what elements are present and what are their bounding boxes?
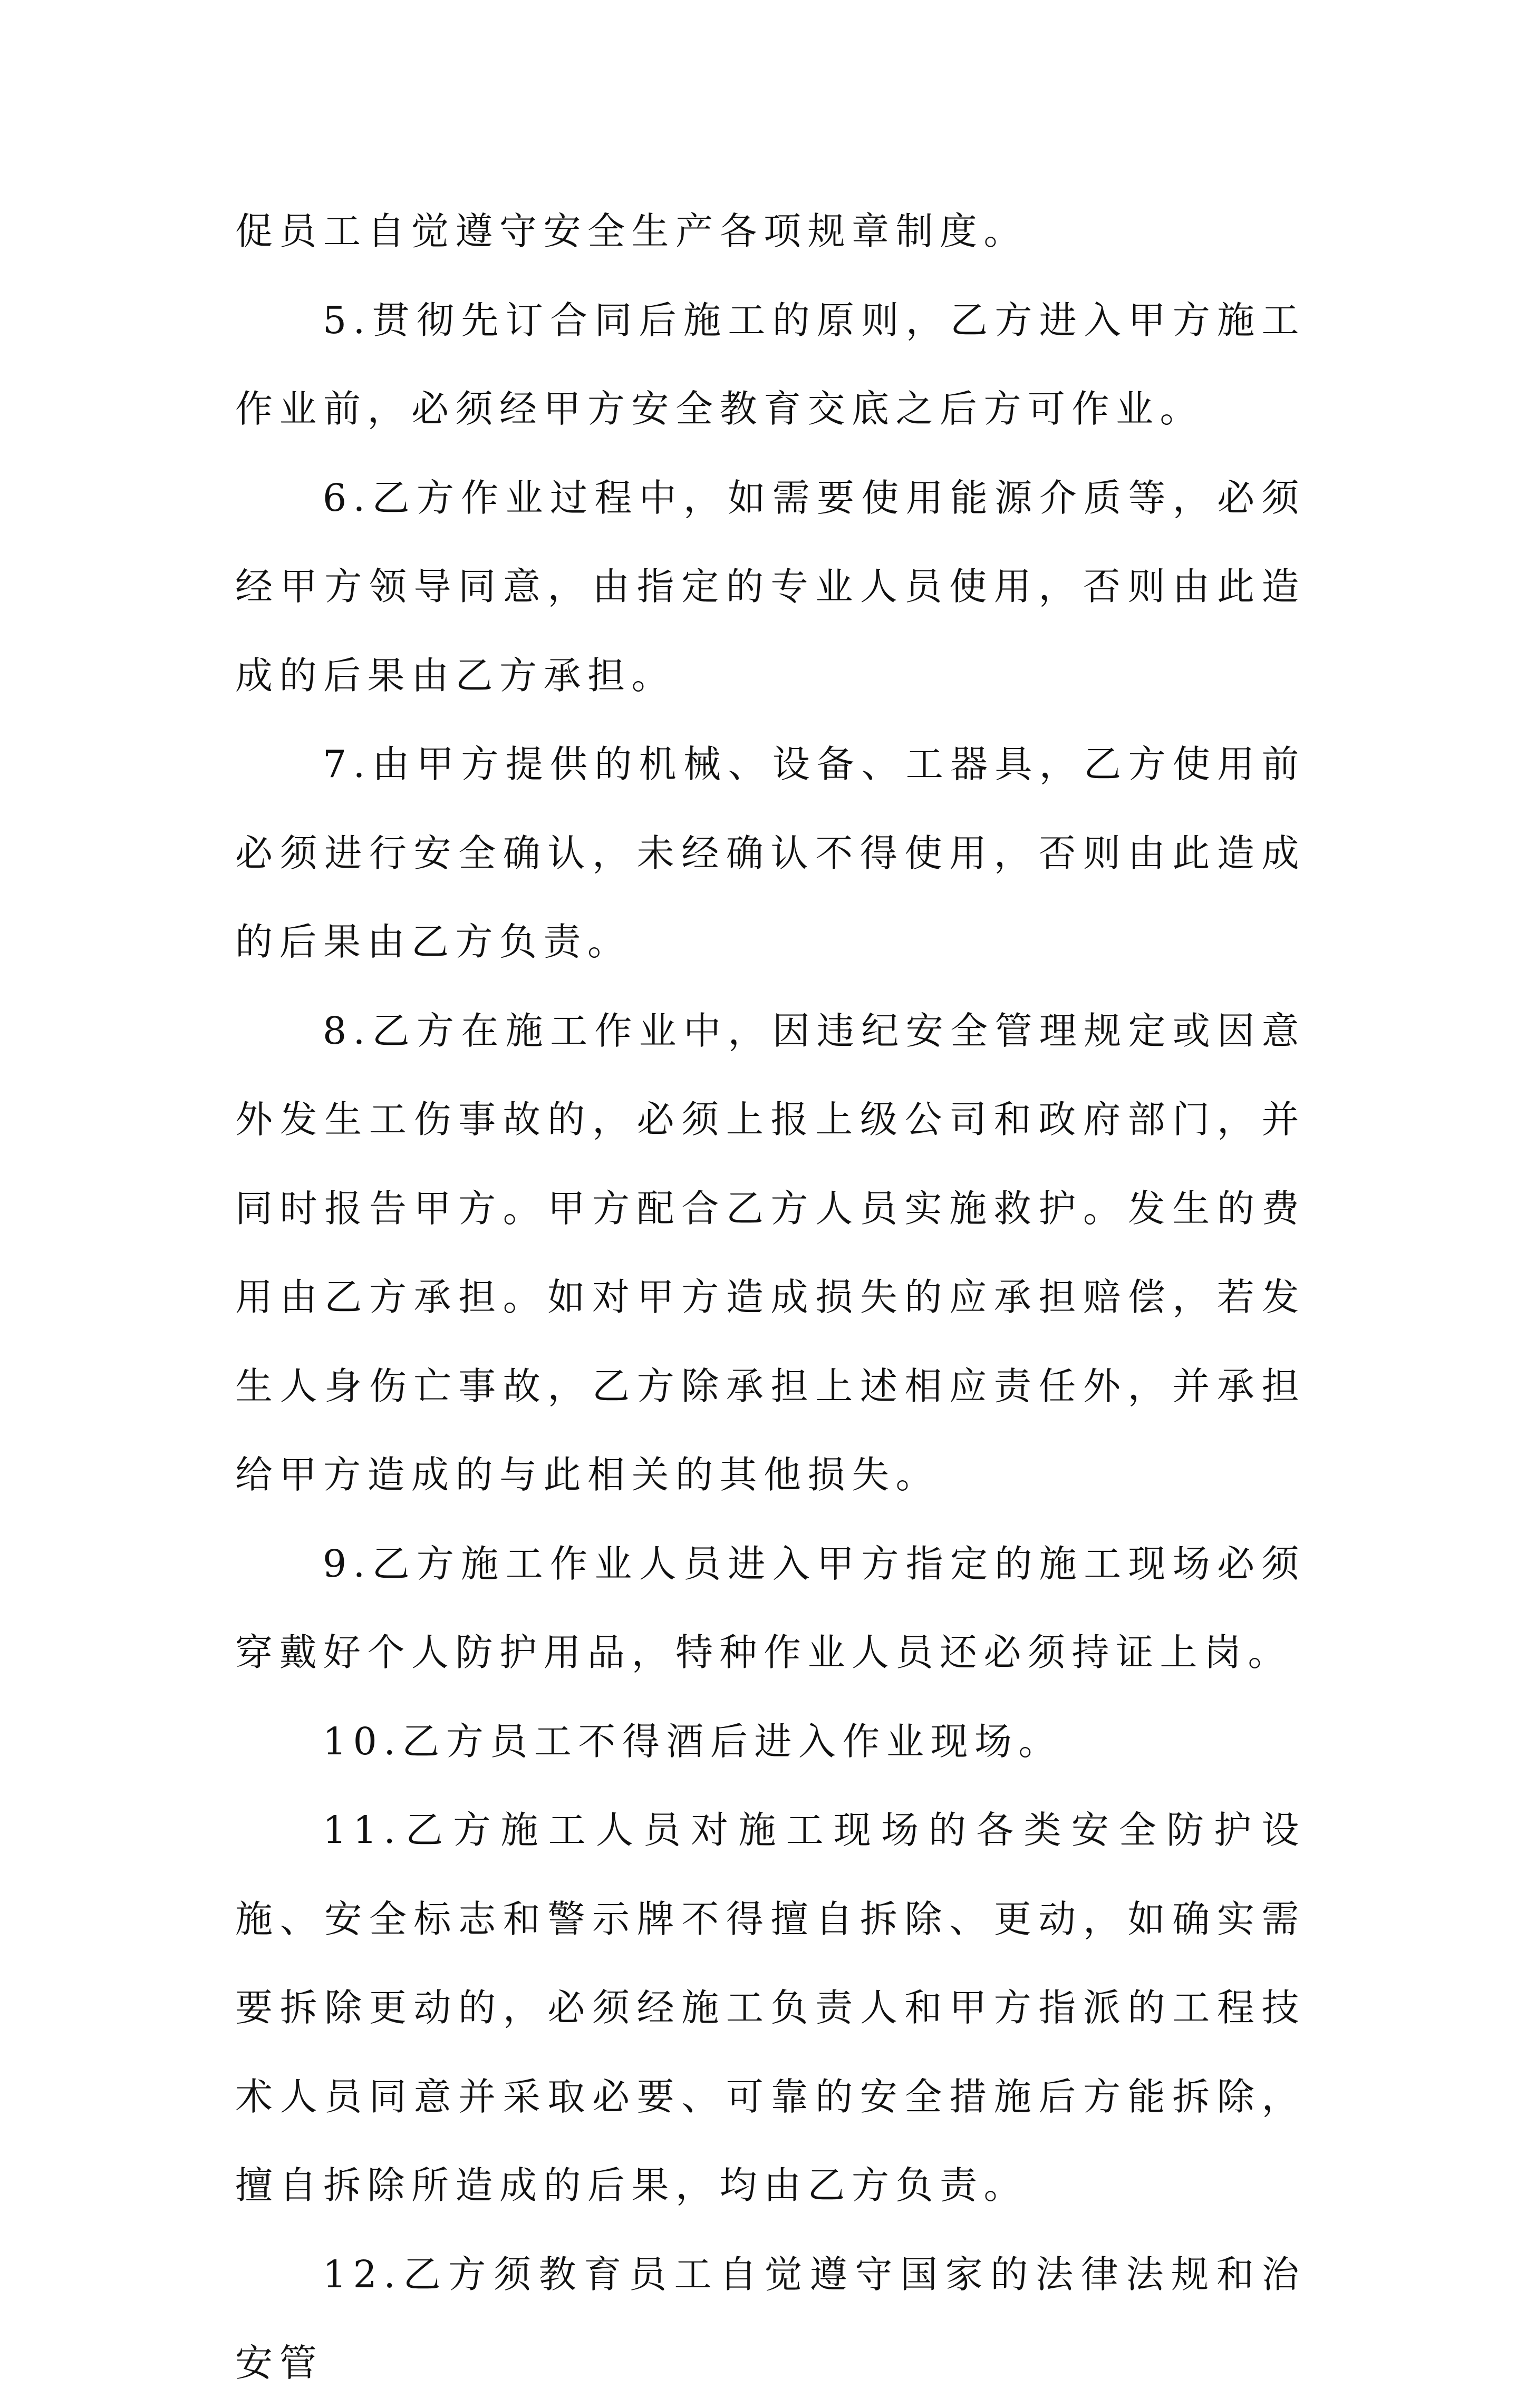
paragraph-item-9: 9.乙方施工作业人员进入甲方指定的施工现场必须穿戴好个人防护用品，特种作业人员还必须持证上岗。 (235, 1541, 1306, 1674)
document-body (235, 187, 1306, 2408)
paragraph-item-8: 8.乙方在施工作业中，因违纪安全管理规定或因意外发生工伤事故的，必须上报上级公司和政府部门，并同时报告甲方。甲方配合乙方人员实施救护。发生的费用由乙方承担。如对甲方造成损失的应承担赔偿，若发生人身伤亡事故，乙方除承担上述相应责任外，并承担给甲方造成的与此相关的其他损失。 (235, 1008, 1306, 1497)
paragraph-item-10: 10.乙方员工不得酒后进入作业现场。 (323, 1719, 1063, 1763)
paragraph-item-7: 7.由甲方提供的机械、设备、工器具，乙方使用前必须进行安全确认，未经确认不得使用，否则由此造成的后果由乙方负责。 (235, 742, 1306, 964)
paragraph-continuation: 促员工自觉遵守安全生产各项规章制度。 (235, 209, 1028, 253)
paragraph-item-6: 6.乙方作业过程中，如需要使用能源介质等，必须经甲方领导同意，由指定的专业人员使用，否则由此造成的后果由乙方承担。 (235, 475, 1306, 697)
paragraph-item-12: 12.乙方须教育员工自觉遵守国家的法律法规和治安管 (235, 2252, 1306, 2385)
paragraph-item-5: 5.贯彻先订合同后施工的原则，乙方进入甲方施工作业前，必须经甲方安全教育交底之后方可作业。 (235, 298, 1306, 431)
paragraph-item-11: 11.乙方施工人员对施工现场的各类安全防护设施、安全标志和警示牌不得擅自拆除、更动，如确实需要拆除更动的，必须经施工负责人和甲方指派的工程技术人员同意并采取必要、可靠的安全措施后方能拆除，擅自拆除所造成的后果，均由乙方负责。 (235, 1808, 1306, 2207)
